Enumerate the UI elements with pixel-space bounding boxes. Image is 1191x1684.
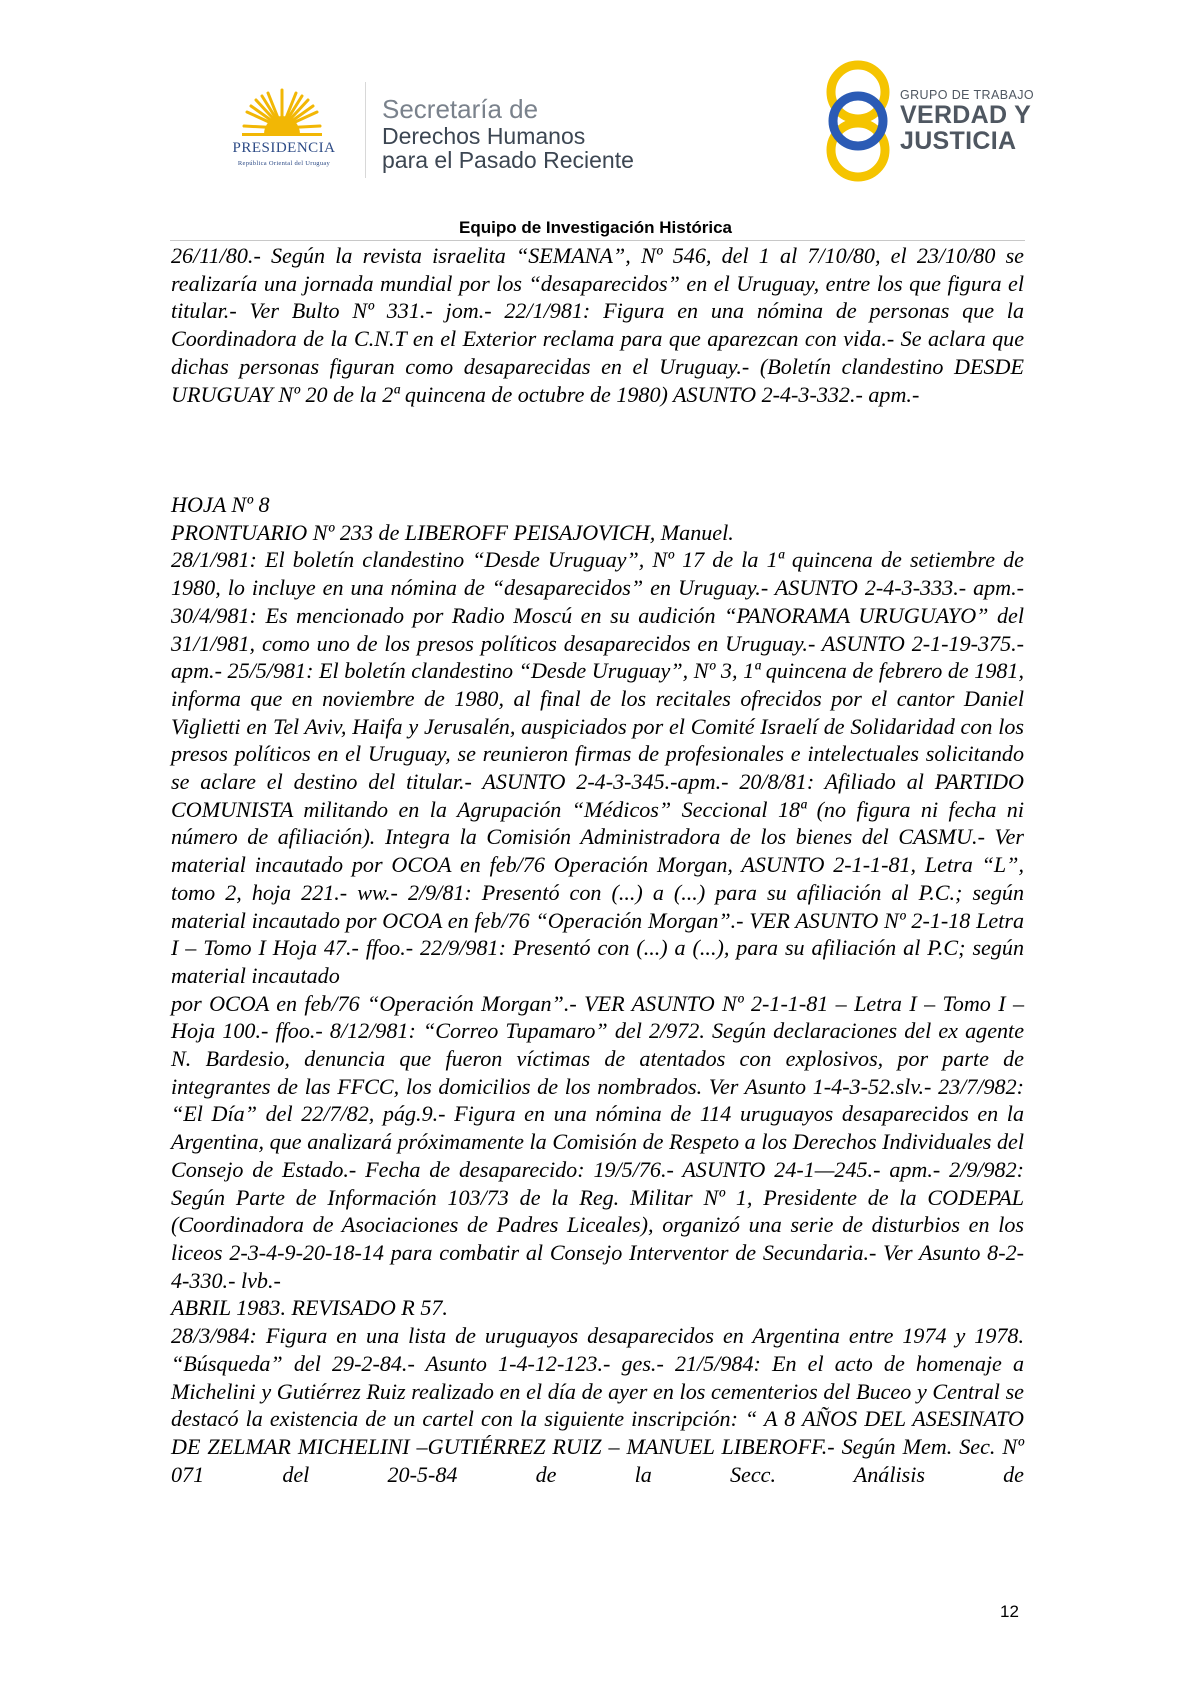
logo-divider [365, 82, 366, 178]
grupo-trabajo-rings-icon [818, 58, 898, 184]
entry-paragraph: por OCOA en feb/76 “Operación Morgan”.- VER ASUNTO Nº 2-1-1-81 – Letra I – Tomo I – Hoja 100.- ffoo.- 8/12/981: “Correo Tupamaro” del 2/972. Según declaraciones del ex agente N. Bardesio, denuncia que fueron víctimas de atentados con explosivos, por parte de integrantes de las FFCC, los domicilios de los nombrados. Ver Asunto 1-4-3-52.slv.- 23/7/982: “El Día” del 22/7/82, pág.9.- Figura en una nómina de 114 uruguayos desaparecidos en la Argentina, que analizará próximamente la Comisión de Respeto a los Derechos Individuales del Consejo de Estado.- Fecha de desaparecido: 19/5/76.- ASUNTO 24-1—245.- apm.- 2/9/982: Según Parte de Información 103/73 de la Reg. Militar Nº 1, Presidente de la CODEPAL (Coordinadora de Asociaciones de Padres Liceales), organizó una serie de disturbios en los liceos 2-3-4-9-20-18-14 para combatir al Consejo Interventor de Secundaria.- Ver Asunto 8-2-4-330.- lvb.- [171, 990, 1024, 1293]
grupo-trabajo-logo-text [900, 88, 1034, 154]
sun-emblem-icon [242, 88, 322, 136]
secretaria-line2: Derechos Humanos [382, 123, 586, 149]
presidencia-logo [204, 84, 364, 176]
page-number: 12 [1000, 1602, 1019, 1621]
body-block-1 [171, 242, 1024, 408]
body-block-2 [171, 491, 1024, 1488]
entry-paragraph: 26/11/80.- Según la revista israelita “SEMANA”, Nº 546, del 1 al 7/10/80, el 23/10/80 se realizaría una jornada mundial por los “desaparecidos” en el Uruguay, entre los que figura el titular.- Ver Bulto Nº 331.- jom.- 22/1/981: Figura en una nómina de personas que la Coordinadora de la C.N.T en el Exterior reclama para que aparezcan con vida.- Se aclara que dichas personas figuran como desaparecidas en el Uruguay.- (Boletín clandestino DESDE URUGUAY Nº 20 de la 2ª quincena de octubre de 1980) ASUNTO 2-4-3-332.- apm.- [171, 243, 1024, 407]
team-title: Equipo de Investigación Histórica [459, 218, 732, 237]
hoja-heading: HOJA Nº 8 [171, 492, 270, 517]
grupo-line3: JUSTICIA [900, 127, 1017, 155]
grupo-line1: GRUPO DE TRABAJO [900, 88, 1034, 102]
grupo-line2: VERDAD Y [900, 101, 1032, 129]
secretaria-line1: Secretaría de [382, 94, 539, 124]
presidencia-name: PRESIDENCIA [232, 140, 336, 156]
header-rule [170, 240, 1025, 241]
secretaria-logo [382, 94, 634, 172]
secretaria-line3: para el Pasado Reciente [382, 147, 634, 173]
presidencia-subtitle: República Oriental del Uruguay [237, 160, 331, 167]
prontuario-heading: PRONTUARIO Nº 233 de LIBEROFF PEISAJOVICH, Manuel. [171, 519, 734, 545]
revisado-note: ABRIL 1983. REVISADO R 57. [171, 1295, 448, 1321]
entry-paragraph: 28/3/984: Figura en una lista de uruguayos desaparecidos en Argentina entre 1974 y 1978. “Búsqueda” del 29-2-84.- Asunto 1-4-12-123.- ges.- 21/5/984: En el acto de homenaje a Michelini y Gutiérrez Ruiz realizado en el día de ayer en los cementerios del Buceo y Central se destacó la existencia de un cartel con la siguiente inscripción: “ A 8 AÑOS DEL ASESINATO DE ZELMAR MICHELINI –GUTIÉRREZ RUIZ – MANUEL LIBEROFF.- Según Mem. Sec. Nº 071 del 20-5-84 de la Secc. Análisis de [171, 1323, 1024, 1487]
entry-paragraph: 28/1/981: El boletín clandestino “Desde Uruguay”, Nº 17 de la 1ª quincena de setiembre de 1980, lo incluye en una nómina de “desaparecidos” en Uruguay.- ASUNTO 2-4-3-333.- apm.- 30/4/981: Es mencionado por Radio Moscú en su audición “PANORAMA URUGUAYO” del 31/1/981, como uno de los presos políticos desaparecidos en Uruguay.- ASUNTO 2-1-19-375.- apm.- 25/5/981: El boletín clandestino “Desde Uruguay”, Nº 3, 1ª quincena de febrero de 1981, informa que en noviembre de 1980, al final de los recitales ofrecidos por el cantor Daniel Viglietti en Tel Aviv, Haifa y Jerusalén, auspiciados por el Comité Israelí de Solidaridad con los presos políticos en el Uruguay, se reunieron firmas de profesionales e intelectuales solicitando se aclare el destino del titular.- ASUNTO 2-4-3-345.-apm.- 20/8/81: Afiliado al PARTIDO COMUNISTA militando en la Agrupación “Médicos” Seccional 18ª (no figura ni fecha ni número de afiliación). Integra la Comisión Administradora de los bienes del CASMU.- Ver material incautado por OCOA en feb/76 Operación Morgan, ASUNTO 2-1-1-81, Letra “L”, tomo 2, hoja 221.- ww.- 2/9/81: Presentó con (...) a (...) para su afiliación al P.C.; según material incautado por OCOA en feb/76 “Operación Morgan”.- VER ASUNTO Nº 2-1-18 Letra I – Tomo I Hoja 47.- ffoo.- 22/9/981: Presentó con (...) a (...), para su afiliación al P.C; según material incautado [171, 547, 1024, 988]
